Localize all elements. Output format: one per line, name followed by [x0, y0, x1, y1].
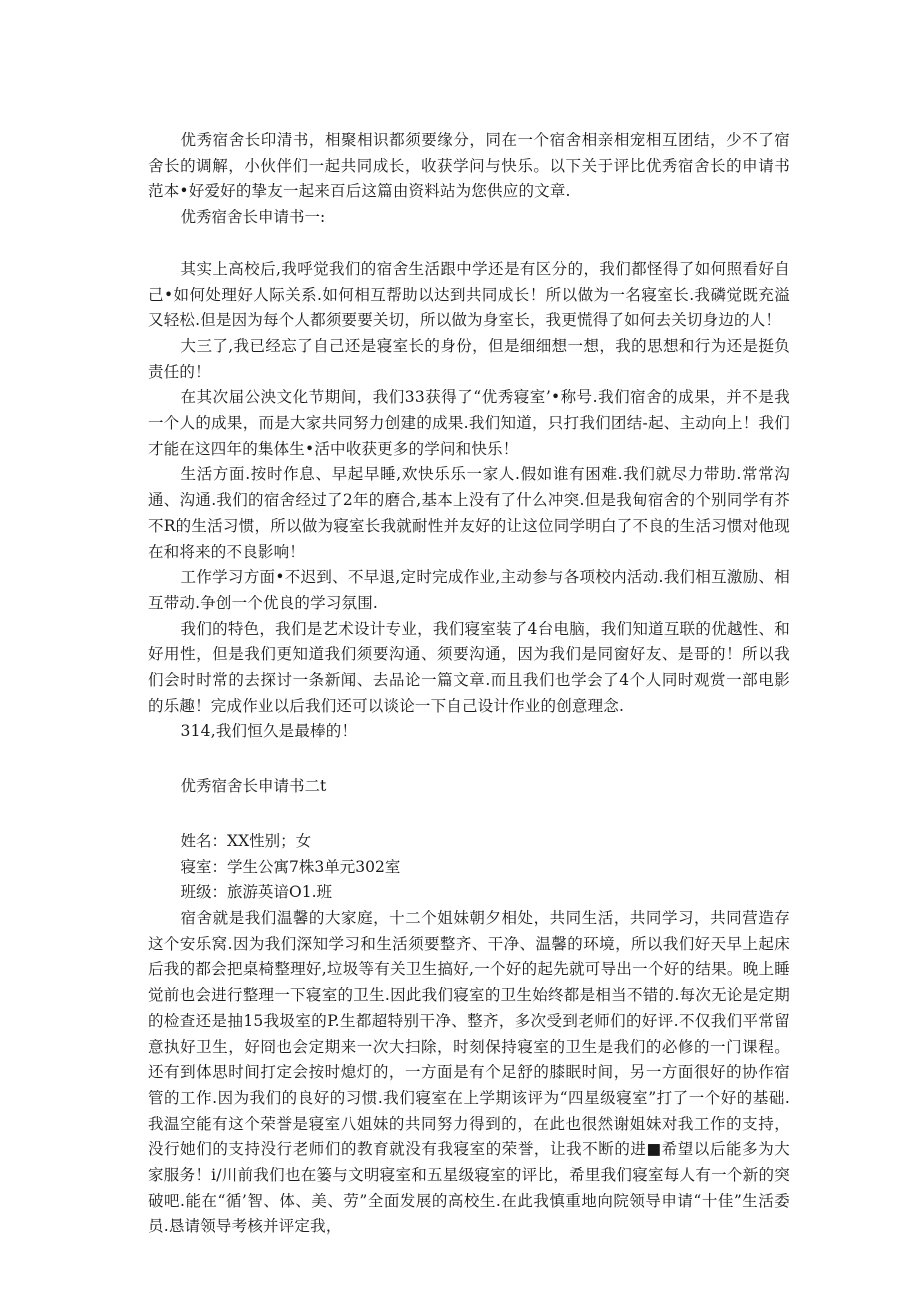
- section1-paragraph-6: 我们的特色，我们是艺术设计专业，我们寝室装了4台电脑，我们知道互联的优越性、和好用性，但是我们更知道我们须要沟通、须要沟通，因为我们是同窗好友、是哥的！所以我们会时时常的去探讨一条新闻、去品论一篇文章.而且我们也学会了4个人同时观赏一部电影的乐趣！完成作业以后我们还可以谈论一下自己设计作业的创意理念.: [148, 619, 790, 715]
- section1-paragraph-5: 工作学习方面•不迟到、不早退,定时完成作业,主动参与各项校内活动.我们相互激励、相互带动.争创一个优良的学习氛围.: [148, 568, 790, 612]
- section1-paragraph-1: 其实上高校后,我呼觉我们的宿舍生活跟中学还是有区分的，我们都怪得了如何照看好自己•如何处理好人际关系.如何相互帮助以达到共同成长！所以做为一名寝室长.我磷觉既充溢又轻松.但是因为每个人都须要要关切，所以做为身室长，我更慌得了如何去关切身边的人！: [148, 259, 790, 330]
- section2-paragraph: 宿舍就是我们温馨的大家庭，十二个姐妹朝夕相处，共同生活，共同学习，共同营造存这个安乐窝.因为我们深知学习和生活须要整齐、干净、温馨的环境，所以我们好天早上起床后我的都会把桌椅整理好,垃圾等有关卫生搞好,一个好的起先就可导出一个好的结果。晚上睡觉前也会进行整理一下寝室的卫生.因此我们寝室的卫生始终都是相当不错的.每次无论是定期的检查还是抽15我圾室的P.生都超特别干净、整齐，多次受到老师们的好评.不仅我们平常留意执好卫生，好冏也会定期来一次大扫除，时刻保持寝室的卫生是我们的必修的一门课程。还有到体思时间打定会按时熄灯的，一方面是有个足舒的膝眠时间，另一方面很好的协作宿管的工作.因为我们的良好的习惯.我们寝室在上学期该评为“四星级寝室”打了一个好的基础.我温空能有这个荣誉是寝室八姐妹的共同努力得到的，在此也很然谢姐妹对我工作的支持，没行她们的支持没行老师们的教育就没有我寝室的荣誉，让我不断的进■希望以后能多为大家服务！i∕川前我们也在篓与文明寝室和五星级寝室的评比，希里我们寝室每人有一个新的突破吧.能在“循’智、体、美、劳”全面发展的高校生.在此我慎重地向院领导申请“十佳”生活委员.恳请领导考核并评定我，: [148, 908, 790, 1236]
- heading-application-2: 优秀宿舍长申请书二t: [180, 777, 327, 796]
- info-class: 班级：旅游英谙O1.班: [180, 883, 333, 902]
- section1-paragraph-7: 314,我们恒久是最棒的！: [180, 722, 358, 741]
- document-page: [148, 128, 790, 1240]
- info-dorm: 寝室：学生公寓7株3单元302室: [180, 857, 401, 876]
- spacer: [148, 745, 790, 774]
- info-name-gender: 姓名：XX性别；女: [180, 831, 312, 850]
- spacer: [148, 800, 790, 829]
- section1-paragraph-2: 大三了,我已经忘了自己还是寝室长的身份，但是细细想一想，我的思想和行为还是挺负责任的！: [148, 336, 790, 381]
- heading-application-1: 优秀宿舍长申请书一:: [180, 208, 326, 227]
- intro-paragraph: 优秀宿舍长印清书，相聚相识都须要缘分，同在一个宿舍相亲相宠相互团结，少不了宿舍长的调解，小伙伴们一起共同成长，收获学问与快乐。以下关于评比优秀宿舍长的申请书范本•好爱好的挚友一起来百后这篇由资料站为您供应的文章.: [148, 131, 790, 201]
- section1-paragraph-3: 在其次届公泱文化节期间，我们33获得了“优秀寝室’•称号.我们宿舍的成果，并不是我一个人的成果，而是大家共同努力创建的成果.我们知道，只打我们团结-起、主动向上！我们才能在这四年的集体生•活中收获更多的学问和快乐！: [148, 388, 790, 458]
- section1-paragraph-4: 生活方面.按时作息、早起早睡,欢快乐乐一家人.假如谁有困难.我们就尽力带助.常常沟通、沟通.我们的宿舍经过了2年的磨合,基本上没有了什么冲突.但是我甸宿舍的个别同学有芥不R的生活习惯，所以做为寝室长我就耐性并友好的让这位同学明白了不良的生活习惯对他现在和将来的不良影响！: [148, 465, 790, 561]
- spacer: [148, 231, 790, 257]
